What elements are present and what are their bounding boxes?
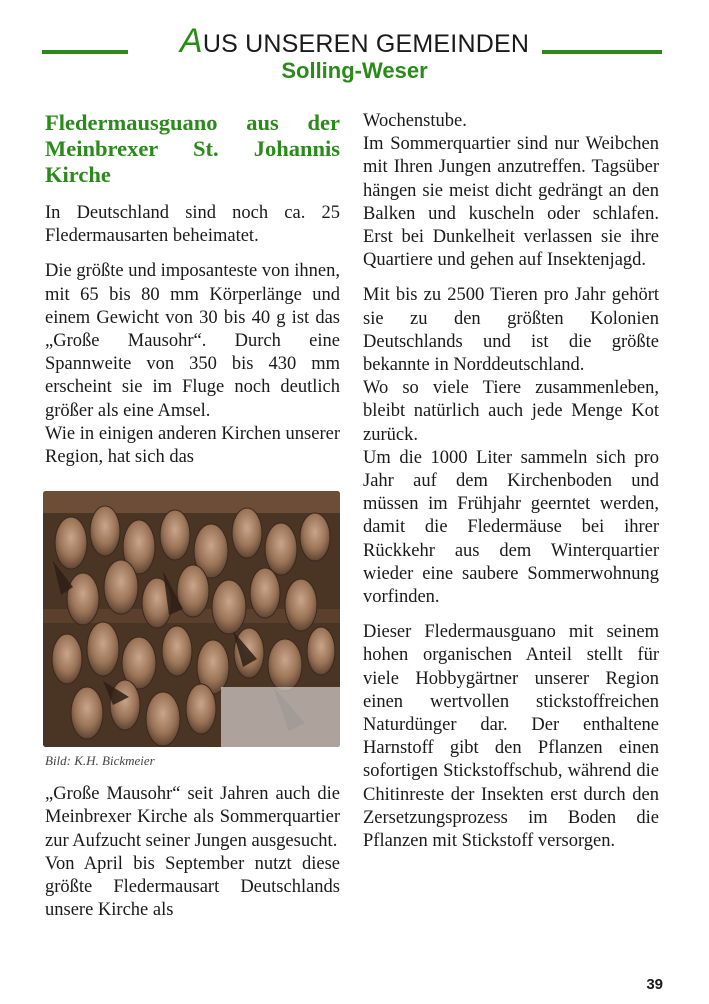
- paragraph: Im Sommerquartier sind nur Weibchen mit Ihren Jungen anzutreffen. Tagsüber hängen sie meist dicht gedrängt an den Balken und kuscheln oder schlafen. Erst bei Dunkelheit verlassen sie ihre Quartiere und gehen auf Insektenjagd.: [363, 134, 659, 271]
- page-number: 39: [646, 976, 663, 993]
- paragraph: Wochenstube.: [363, 111, 467, 131]
- paragraph: Mit bis zu 2500 Tieren pro Jahr gehört sie zu den größten Kolonien Deutschlands und ist die größte bekannte in Norddeutschland.: [363, 285, 659, 376]
- paragraph: Von April bis September nutzt diese größte Fledermausart Deutschlands unsere Kirche als: [45, 853, 340, 921]
- section-title: [0, 22, 709, 61]
- paragraph: Wie in einigen anderen Kirchen unserer Region, hat sich das: [45, 423, 340, 468]
- section-subtitle: Solling-Weser: [281, 58, 428, 83]
- paragraph: „Große Mausohr“ seit Jahren auch die Meinbrexer Kirche als Sommerquartier zur Aufzucht seiner Jungen ausgesucht.: [45, 784, 340, 851]
- section-title-initial: A: [179, 22, 203, 60]
- paragraph: In Deutschland sind noch ca. 25 Fledermausarten beheimatet.: [45, 203, 340, 247]
- bat-colony-photo: [43, 491, 340, 747]
- image-caption: Bild: K.H. Bickmeier: [45, 753, 155, 769]
- article-left-column: [45, 110, 340, 922]
- bat-colony-illustration: [43, 491, 340, 747]
- section-header: [0, 0, 709, 96]
- paragraph: Wo so viele Tiere zusammenleben, bleibt natürlich auch jede Menge Kot zurück.: [363, 378, 659, 445]
- paragraph: Um die 1000 Liter sammeln sich pro Jahr auf dem Kirchenboden und müssen im Frühjahr geerntet werden, damit die Fledermäuse bei ihrer Rückkehr aus dem Winterquartier wieder eine saubere Sommerwohnung vorfinden.: [363, 447, 659, 608]
- article-headline: Fledermausguano aus der Meinbrexer St. Johannis Kirche: [45, 110, 340, 187]
- paragraph: Die größte und imposanteste von ihnen, mit 65 bis 80 mm Körperlänge und einem Gewicht von 30 bis 40 g ist das „Große Mausohr“. Durch eine Spannweite von 350 bis 430 mm erscheint sie im Fluge noch deutlich größer als eine Amsel.: [45, 261, 340, 421]
- paragraph: Dieser Fledermausguano mit seinem hohen organischen Anteil stellt für viele Hobbygärtner unserer Region einen wertvollen stickstoffreichen Naturdünger dar. Der enthaltene Harnstoff gibt den Pflanzen einen sofortigen Stickstoffschub, während die Chitinreste der Insekten erst durch den Zersetzungsprozess im Boden die Pflanzen mit Stickstoff versorgen.: [363, 622, 659, 852]
- article-right-column: [363, 110, 659, 853]
- section-title-rest: US UNSEREN GEMEINDEN: [202, 30, 530, 58]
